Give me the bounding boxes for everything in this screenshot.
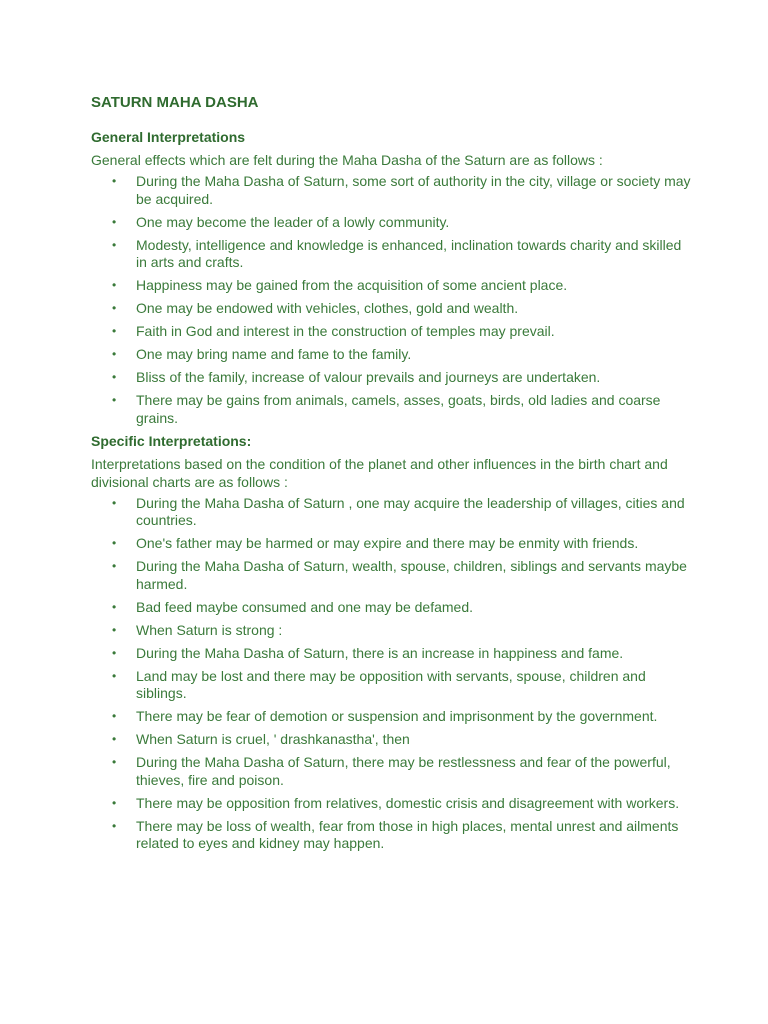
list-item-text: One may bring name and fame to the family. xyxy=(136,346,412,362)
bullet-icon: • xyxy=(112,214,117,229)
list-item-text: When Saturn is strong : xyxy=(136,621,283,638)
bullet-icon: • xyxy=(112,622,117,637)
bullet-icon: • xyxy=(112,393,117,407)
list-item xyxy=(91,173,691,208)
list-item xyxy=(91,645,691,663)
list-item xyxy=(91,599,691,617)
list-item xyxy=(91,214,691,232)
list-item-text: Bad feed maybe consumed and one may be defamed. xyxy=(136,598,473,615)
list-item xyxy=(91,754,691,789)
bullet-icon: • xyxy=(112,599,117,614)
list-item-text: During the Maha Dasha of Saturn , one may acquire the leadership of villages, cities and countries. xyxy=(136,494,685,528)
general-heading: General Interpretations xyxy=(91,129,246,145)
list-item xyxy=(91,558,691,593)
bullet-icon: • xyxy=(112,370,117,384)
list-item-text: One's father may be harmed or may expire and there may be enmity with friends. xyxy=(136,535,639,551)
list-item-text: There may be loss of wealth, fear from those in high places, mental unrest and ailments related to eyes and kidney may happen. xyxy=(136,817,679,851)
bullet-icon: • xyxy=(112,174,117,188)
list-item-text: During the Maha Dasha of Saturn, there is an increase in happiness and fame. xyxy=(136,644,624,661)
list-item xyxy=(91,346,691,364)
list-item xyxy=(91,708,691,726)
specific-heading: Specific Interpretations: xyxy=(91,432,252,449)
list-item xyxy=(91,818,691,853)
list-item xyxy=(91,369,691,387)
bullet-icon: • xyxy=(112,818,117,833)
list-item-text: One may become the leader of a lowly community. xyxy=(136,213,450,230)
list-item xyxy=(91,535,691,553)
general-section xyxy=(91,129,691,427)
list-item xyxy=(91,277,691,295)
list-item-text: During the Maha Dasha of Saturn, there may be restlessness and fear of the powerful, thieves, fire and poison. xyxy=(136,754,671,788)
bullet-icon: • xyxy=(112,668,117,683)
bullet-icon: • xyxy=(112,324,117,338)
list-item-text: Land may be lost and there may be opposition with servants, spouse, children and siblings. xyxy=(136,667,646,701)
general-intro: General effects which are felt during the Maha Dasha of the Saturn are as follows : xyxy=(91,152,603,168)
bullet-icon: • xyxy=(112,536,117,550)
bullet-icon: • xyxy=(112,237,117,252)
list-item xyxy=(91,795,691,813)
list-item xyxy=(91,237,691,272)
list-item-text: One may be endowed with vehicles, clothes, gold and wealth. xyxy=(136,300,519,316)
list-item xyxy=(91,300,691,318)
document-title: SATURN MAHA DASHA xyxy=(91,94,259,111)
bullet-icon: • xyxy=(112,559,117,573)
bullet-icon: • xyxy=(112,645,117,660)
list-item xyxy=(91,323,691,341)
list-item-text: During the Maha Dasha of Saturn, wealth, spouse, children, siblings and servants maybe harmed. xyxy=(136,558,687,592)
bullet-icon: • xyxy=(112,495,117,510)
list-item xyxy=(91,392,691,427)
bullet-icon: • xyxy=(112,278,117,292)
specific-intro: Interpretations based on the condition of the planet and other influences in the birth chart and divisional charts are as follows : xyxy=(91,455,668,490)
list-item-text: There may be fear of demotion or suspension and imprisonment by the government. xyxy=(136,708,658,724)
bullet-icon: • xyxy=(112,347,117,361)
list-item xyxy=(91,731,691,749)
bullet-icon: • xyxy=(112,732,117,746)
list-item-text: Bliss of the family, increase of valour prevails and journeys are undertaken. xyxy=(136,369,601,385)
list-item-text: During the Maha Dasha of Saturn, some sort of authority in the city, village or society may be acquired. xyxy=(136,173,691,207)
list-item xyxy=(91,668,691,703)
list-item-text: Happiness may be gained from the acquisition of some ancient place. xyxy=(136,277,568,293)
specific-section xyxy=(91,433,691,853)
general-list xyxy=(91,173,691,427)
list-item xyxy=(91,495,691,530)
bullet-icon: • xyxy=(112,709,117,723)
bullet-icon: • xyxy=(112,301,117,315)
document-page xyxy=(91,94,691,858)
list-item-text: There may be gains from animals, camels, asses, goats, birds, old ladies and coarse grains. xyxy=(136,392,661,426)
list-item-text: When Saturn is cruel, ' drashkanastha', then xyxy=(136,731,410,747)
list-item-text: Faith in God and interest in the construction of temples may prevail. xyxy=(136,323,555,339)
specific-list xyxy=(91,495,691,853)
list-item-text: There may be opposition from relatives, domestic crisis and disagreement with workers. xyxy=(136,794,680,811)
list-item-text: Modesty, intelligence and knowledge is enhanced, inclination towards charity and skilled in arts and crafts. xyxy=(136,236,682,270)
bullet-icon: • xyxy=(112,755,117,769)
list-item xyxy=(91,622,691,640)
bullet-icon: • xyxy=(112,795,117,810)
